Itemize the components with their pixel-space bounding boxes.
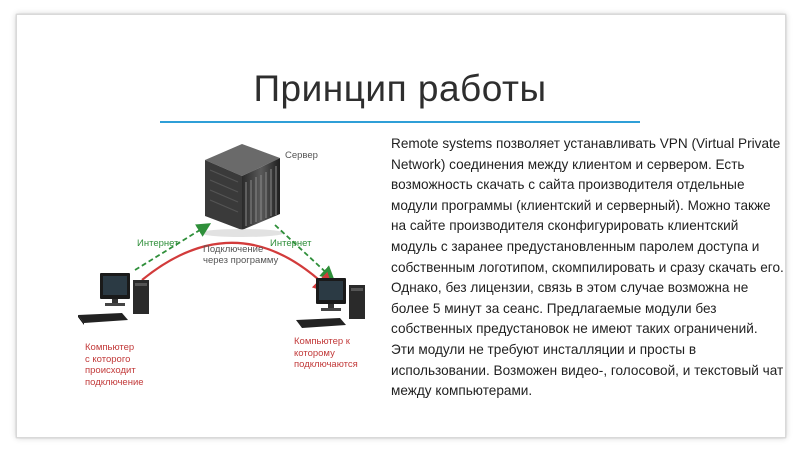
network-diagram bbox=[70, 130, 390, 395]
client-computer-right-icon bbox=[296, 278, 365, 328]
client-computer-left-icon bbox=[78, 273, 149, 325]
server-label: Сервер bbox=[285, 150, 318, 161]
title-underline bbox=[160, 121, 640, 123]
internet-label-left: Интернет bbox=[137, 238, 179, 249]
body-paragraph-2: Эти модули не требуют инсталляции и просты в использовании. Возможен видео-, голосовой, и текстовый чат между компьютерами. bbox=[391, 341, 784, 399]
client-label-right: Компьютер к которому подключаются bbox=[294, 336, 358, 370]
internet-line-right bbox=[275, 225, 332, 278]
server-icon bbox=[200, 144, 284, 237]
internet-label-right: Интернет bbox=[270, 238, 312, 249]
connection-label: Подключение через программу bbox=[203, 244, 279, 266]
body-paragraph-1: Remote systems позволяет устанавливать VPN (Virtual Private Network) соединения между клиентом и сервером. Есть возможность скачать с сайта производителя отдельные модули программы (клиентский и серверный). Можно также на сайте производителя сконфигурировать клиентский модуль с заранее предустановленным паролем доступа и собственным логотипом, скомпилировать и сразу скачать его. Однако, без лицензии, связь в этом случае возможна не более 5 минут за сеанс. Предлагаемые модули без собственных предустановок не имеют таких ограничений. bbox=[391, 136, 784, 337]
slide-title: Принцип работы bbox=[253, 68, 547, 109]
client-label-left: Компьютер с которого происходит подключение bbox=[85, 342, 144, 388]
slide-body-text bbox=[391, 134, 785, 402]
